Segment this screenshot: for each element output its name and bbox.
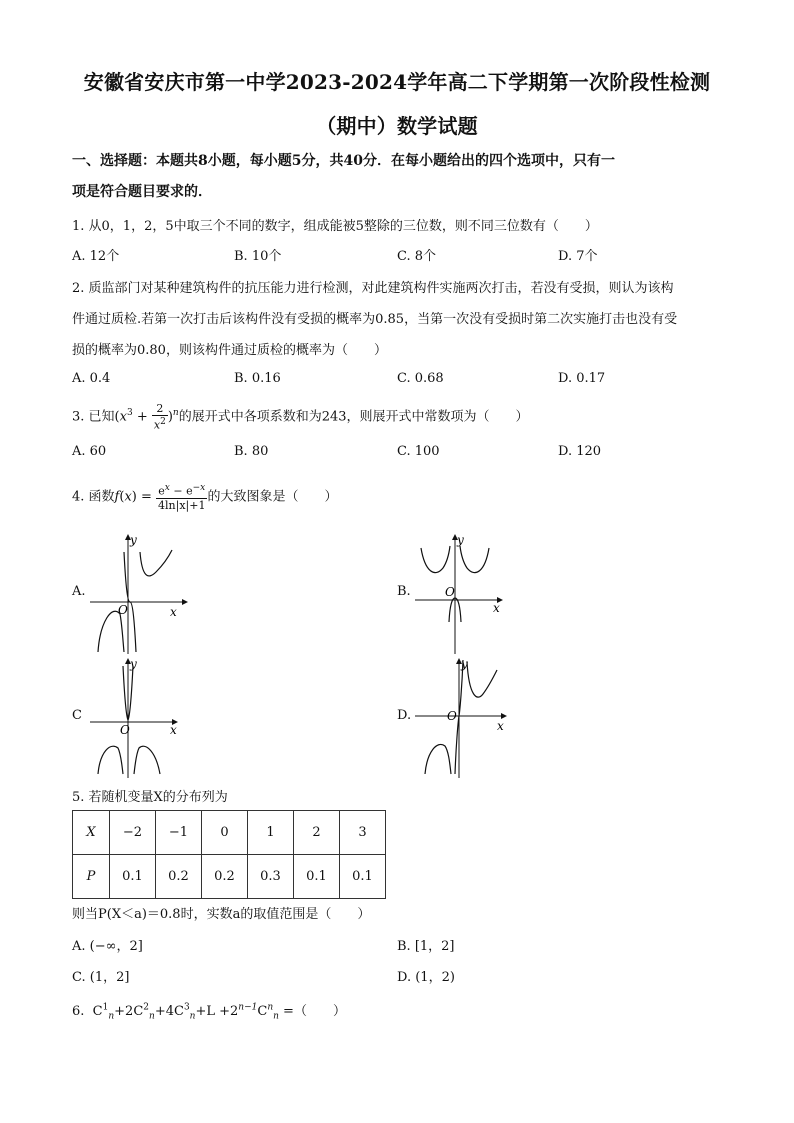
q5-x-cell: −1 [156, 811, 202, 855]
q1-option-b: B. 10个 [234, 249, 282, 264]
q6-t2-coef: +2 [114, 1004, 134, 1019]
q4-graph-c-x-label: x [170, 723, 177, 737]
q5-x-cell: 3 [340, 811, 386, 855]
q3-plus: + [132, 409, 152, 425]
q4-num-minus: − e [169, 484, 193, 498]
q3-x: x [119, 409, 127, 425]
q4-num-exp2: −x [192, 483, 206, 493]
q4-graph-d[interactable] [415, 656, 515, 778]
q5-p-cell: 0.1 [110, 855, 156, 899]
q3-frac-den-exp: 2 [160, 417, 166, 427]
q3-prefix: 3. 已知 [72, 409, 115, 425]
q5-p-cell: 0.2 [202, 855, 248, 899]
q5-option-d: D. (1，2) [397, 970, 455, 985]
q3-n: n [172, 408, 179, 418]
q6-n4: n [273, 1011, 279, 1022]
q5-p-cell: 0.1 [340, 855, 386, 899]
q5-option-a: A. (−∞，2] [72, 939, 143, 954]
q4-eq: = [136, 489, 157, 505]
q4-graph-b-label: B. [397, 584, 411, 599]
q1-option-c: C. 8个 [397, 249, 437, 264]
section-heading-line2: 项是符合题目要求的． [72, 184, 212, 200]
q4-graph-b-y-label: y [457, 533, 464, 547]
q3-option-b: B. 80 [234, 444, 269, 459]
q4-denominator: 4ln|x|+1 [158, 498, 206, 512]
exam-title-line2: （期中）数学试题 [316, 114, 478, 138]
q6-t3-sup: 3 [183, 1002, 190, 1013]
q5-option-b: B. [1，2] [397, 939, 455, 954]
q3-suffix: 的展开式中各项系数和为243，则展开式中常数项为（ ） [178, 409, 529, 425]
q6-t4-exp: n−1 [238, 1002, 258, 1013]
exam-title-line1: 安徽省安庆市第一中学2023-2024学年高二下学期第一次阶段性检测 [83, 70, 711, 94]
q3-exp3: 3 [126, 408, 133, 418]
q4-stem: 4. 函数f(x) = $\frac{e^x - e^{-x}}{4\ln|x|+1}$ 的大致图象是（ ） [72, 483, 338, 512]
q4-graph-b[interactable] [415, 532, 515, 654]
q5-p-cell: 0.3 [248, 855, 294, 899]
q2-option-a: A. 0.4 [72, 371, 111, 386]
q4-graph-c-label: C [72, 708, 82, 723]
q6-prefix: 6. [72, 1004, 85, 1019]
q3-fraction [152, 402, 168, 432]
q6-c3: C [173, 1004, 184, 1019]
q4-numerator: e [158, 484, 165, 498]
q5-p-header: P [73, 855, 110, 899]
q6-t1-sup: 1 [102, 1002, 109, 1013]
q5-x-cell: 1 [248, 811, 294, 855]
q4-graph-a-y-label: y [130, 533, 137, 547]
q2-stem-line3: 损的概率为0.80，则该构件通过质检的概率为（ ） [72, 343, 387, 358]
q4-graph-a-origin: O [118, 603, 128, 617]
q6-c2: C [133, 1004, 144, 1019]
q6-c4: C [257, 1004, 268, 1019]
q4-prefix: 4. 函数 [72, 489, 115, 505]
q5-option-c: C. (1，2] [72, 970, 130, 985]
q3-frac-den-x: x [153, 418, 161, 432]
q2-option-b: B. 0.16 [234, 371, 281, 386]
q6-ellipsis: +L +2 [195, 1004, 239, 1019]
q1-option-d: D. 7个 [558, 249, 598, 264]
q4-arg: x [124, 489, 132, 505]
q5-row-x [73, 811, 386, 855]
q5-x-cell: 2 [294, 811, 340, 855]
q4-graph-a[interactable] [90, 532, 190, 654]
q4-graph-d-y-label: y [461, 657, 468, 671]
section-heading-line1: 一、选择题：本题共8小题，每小题5分，共40分．在每小题给出的四个选项中，只有一 [72, 153, 615, 169]
q4-fraction [156, 482, 207, 512]
q2-option-c: C. 0.68 [397, 371, 444, 386]
q3-stem: 3. 已知($x^3$ + $\frac{2}{x^2}$ )$^n$的展开式中各项系数和为243，则展开式中常数项为（ ） [72, 402, 529, 432]
q4-graph-a-label: A. [72, 584, 86, 599]
q5-stem: 5. 若随机变量X的分布列为 [72, 790, 228, 805]
q2-option-d: D. 0.17 [558, 371, 606, 386]
q4-graph-c-y-label: y [130, 657, 137, 671]
q5-row-p [73, 855, 386, 899]
q3-option-a: A. 60 [72, 444, 107, 459]
q4-func: f [114, 489, 120, 505]
q6-c1: C [92, 1004, 103, 1019]
q5-x-cell: 0 [202, 811, 248, 855]
q4-suffix: 的大致图象是（ ） [207, 489, 338, 505]
q4-num-exp1: x [164, 483, 170, 493]
q4-graph-a-x-label: x [170, 605, 177, 619]
q5-condition: 则当P(X＜a)＝0.8时，实数a的取值范围是（ ） [72, 907, 371, 922]
q6-t4-sup: n [267, 1002, 274, 1013]
q5-p-cell: 0.1 [294, 855, 340, 899]
q5-x-cell: −2 [110, 811, 156, 855]
q1-option-a: A. 12个 [72, 249, 120, 264]
q6-t2-sup: 2 [143, 1002, 150, 1013]
q4-graph-b-origin: O [445, 585, 455, 599]
q3-frac-num: 2 [152, 402, 168, 416]
q6-n3: n [189, 1011, 196, 1022]
q4-graph-c-origin: O [120, 723, 130, 737]
q5-p-cell: 0.2 [156, 855, 202, 899]
q4-graph-b-x-label: x [493, 601, 500, 615]
q5-x-header: X [73, 811, 110, 855]
q6-stem [72, 1000, 346, 1022]
q1-stem: 1. 从0，1，2，5中取三个不同的数字，组成能被5整除的三位数，则不同三位数有（ ） [72, 219, 598, 234]
q4-graph-d-label: D. [397, 708, 412, 723]
q2-stem-line1: 2. 质监部门对某种建筑构件的抗压能力进行检测，对此建筑构件实施两次打击，若没有受损，则认为该构 [72, 281, 674, 296]
q5-distribution-table [72, 810, 386, 899]
q4-graph-c[interactable] [90, 656, 190, 778]
q6-suffix: =（ ） [278, 1004, 346, 1019]
q6-t3-coef: +4 [154, 1004, 174, 1019]
q4-graph-d-origin: O [447, 709, 457, 723]
q2-stem-line2: 件通过质检.若第一次打击后该构件没有受损的概率为0.85，当第一次没有受损时第二次实施打击也没有受 [72, 312, 678, 327]
q3-option-d: D. 120 [558, 444, 602, 459]
q3-option-c: C. 100 [397, 444, 440, 459]
q4-graph-d-x-label: x [497, 719, 504, 733]
q6-n2: n [149, 1011, 155, 1022]
q6-n1: n [108, 1011, 115, 1022]
